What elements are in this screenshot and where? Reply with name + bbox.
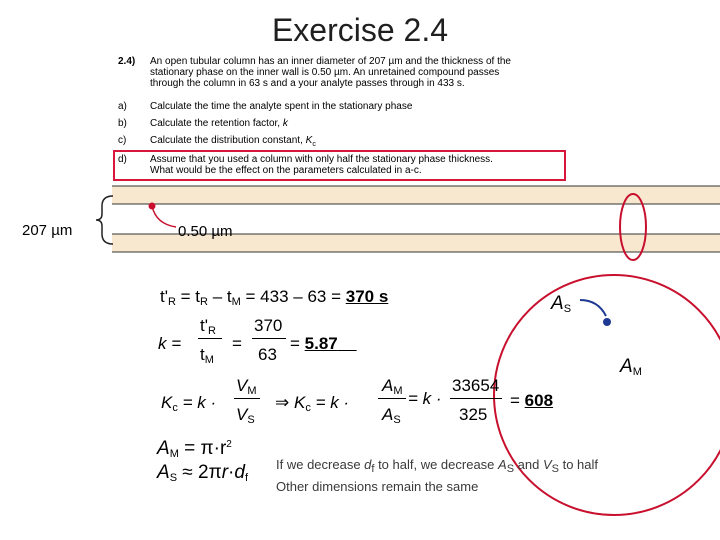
kc-result bbox=[510, 391, 553, 411]
eq-sub: S bbox=[169, 472, 178, 484]
eq-text: K bbox=[161, 393, 173, 412]
eq-text: r bbox=[221, 462, 229, 483]
eq-text: ≈ 2π bbox=[177, 462, 222, 483]
k-lhs bbox=[158, 334, 181, 354]
eq-text: t bbox=[200, 345, 205, 364]
k-result-value: 5.87 bbox=[304, 334, 338, 353]
intro-line: An open tubular column has an inner diameter of 207 µm and the thickness of the bbox=[150, 56, 511, 67]
kc-mid3 bbox=[408, 389, 442, 409]
part-d-label: d) bbox=[118, 154, 127, 165]
k-equals: = bbox=[232, 334, 242, 353]
film-pointer-line bbox=[152, 206, 176, 227]
film-thickness-label: 0.50 µm bbox=[178, 223, 233, 240]
eq-text: = π·r bbox=[178, 438, 227, 459]
eq-text: · bbox=[228, 462, 235, 483]
eq-text: d bbox=[234, 462, 245, 483]
exercise-number: 2.4) bbox=[118, 56, 136, 67]
k-numerator bbox=[200, 316, 216, 337]
k-num-value: 370 bbox=[254, 316, 283, 335]
part-a-text: Calculate the time the analyte spent in the stationary phase bbox=[150, 101, 413, 112]
diameter-brace bbox=[96, 196, 113, 244]
eq-sub: S bbox=[393, 414, 401, 426]
eq-text: = k · bbox=[408, 389, 442, 408]
note-line-1: If we decrease $d_f$ to half, we decrease $A_S$ and $V_S$ to half bbox=[276, 457, 599, 475]
as-formula bbox=[157, 462, 248, 484]
am-formula bbox=[157, 438, 232, 460]
kc-vs bbox=[236, 405, 255, 426]
eq-text: = 433 – 63 = bbox=[245, 287, 346, 306]
part-c-text: Calculate the distribution constant, $K_c$ bbox=[150, 135, 316, 148]
implies-symbol: ⇒ bbox=[275, 393, 290, 412]
note-line-2: Other dimensions remain the same bbox=[276, 479, 479, 494]
eq-text: t' bbox=[160, 287, 168, 306]
tr-prime-equation bbox=[160, 287, 388, 308]
eq-sub: R bbox=[207, 325, 216, 337]
eq-text: V bbox=[236, 405, 248, 424]
eq-text: = bbox=[510, 391, 525, 410]
am-sub: M bbox=[632, 366, 642, 378]
tr-prime-result: 370 s bbox=[345, 287, 389, 306]
inner-diameter-label: 207 µm bbox=[22, 222, 73, 239]
part-c-label: c) bbox=[118, 135, 127, 146]
k-result bbox=[290, 334, 357, 354]
kc-den-value: 325 bbox=[459, 405, 488, 424]
eq-text: = k · bbox=[182, 393, 217, 412]
as-sub: S bbox=[563, 303, 572, 315]
eq-sub: c bbox=[172, 402, 178, 414]
eq-text: = k · bbox=[315, 393, 350, 412]
kc-result-value: 608 bbox=[524, 391, 554, 410]
intro-line: stationary phase on the inner wall is 0.50 µm. An unretained compound passes bbox=[150, 67, 500, 78]
as-arrow-head bbox=[603, 318, 611, 326]
kc-vm bbox=[236, 376, 257, 397]
eq-text: = bbox=[290, 334, 305, 353]
eq-sub: R bbox=[167, 296, 176, 308]
part-b-text: Calculate the retention factor, k bbox=[150, 118, 288, 129]
as-arrow bbox=[580, 300, 606, 316]
eq-sup: 2 bbox=[226, 439, 232, 450]
fraction-bar bbox=[252, 338, 286, 339]
kc-lhs bbox=[161, 393, 216, 414]
eq-text: V bbox=[236, 376, 248, 395]
part-b-label: b) bbox=[118, 118, 127, 129]
eq-text: A bbox=[382, 376, 394, 395]
eq-sub: M bbox=[169, 448, 179, 460]
eq-sub: M bbox=[231, 296, 241, 308]
eq-text: k = bbox=[158, 334, 182, 353]
page-title: Exercise 2.4 bbox=[271, 12, 449, 48]
part-a-label: a) bbox=[118, 101, 127, 112]
am-var: A bbox=[620, 356, 633, 377]
as-label bbox=[551, 293, 571, 315]
eq-sub: M bbox=[247, 385, 257, 397]
kc-am bbox=[382, 376, 403, 397]
eq-text: – t bbox=[212, 287, 232, 306]
eq-sub: S bbox=[247, 414, 255, 426]
eq-text: A bbox=[157, 462, 170, 483]
k-den-value: 63 bbox=[258, 345, 277, 364]
fraction-bar bbox=[450, 398, 502, 399]
eq-sub: M bbox=[204, 354, 214, 366]
eq-sub: R bbox=[200, 296, 208, 308]
eq-sub: M bbox=[393, 385, 403, 397]
eq-text: K bbox=[293, 393, 306, 412]
part-d-line: Assume that you used a column with only half the stationary phase thickness. bbox=[150, 154, 493, 165]
eq-sub: f bbox=[244, 472, 248, 484]
kc-implies bbox=[275, 393, 349, 414]
fraction-bar bbox=[378, 398, 406, 399]
eq-text: t' bbox=[200, 316, 208, 335]
eq-text: A bbox=[157, 438, 170, 459]
intro-line: through the column in 63 s and a your analyte passes through in 433 s. bbox=[150, 78, 465, 89]
eq-text: = t bbox=[180, 287, 201, 306]
fraction-bar bbox=[198, 338, 222, 339]
fraction-bar bbox=[234, 398, 260, 399]
part-d-line: What would be the effect on the parameters calculated in a-c. bbox=[150, 165, 422, 176]
eq-sub: c bbox=[305, 402, 311, 414]
eq-text: A bbox=[382, 405, 394, 424]
kc-num-value: 33654 bbox=[452, 376, 500, 395]
as-var: A bbox=[551, 293, 564, 314]
am-label bbox=[620, 356, 642, 378]
kc-as bbox=[382, 405, 401, 426]
k-denominator bbox=[200, 345, 214, 366]
conclusion-note bbox=[276, 456, 598, 496]
